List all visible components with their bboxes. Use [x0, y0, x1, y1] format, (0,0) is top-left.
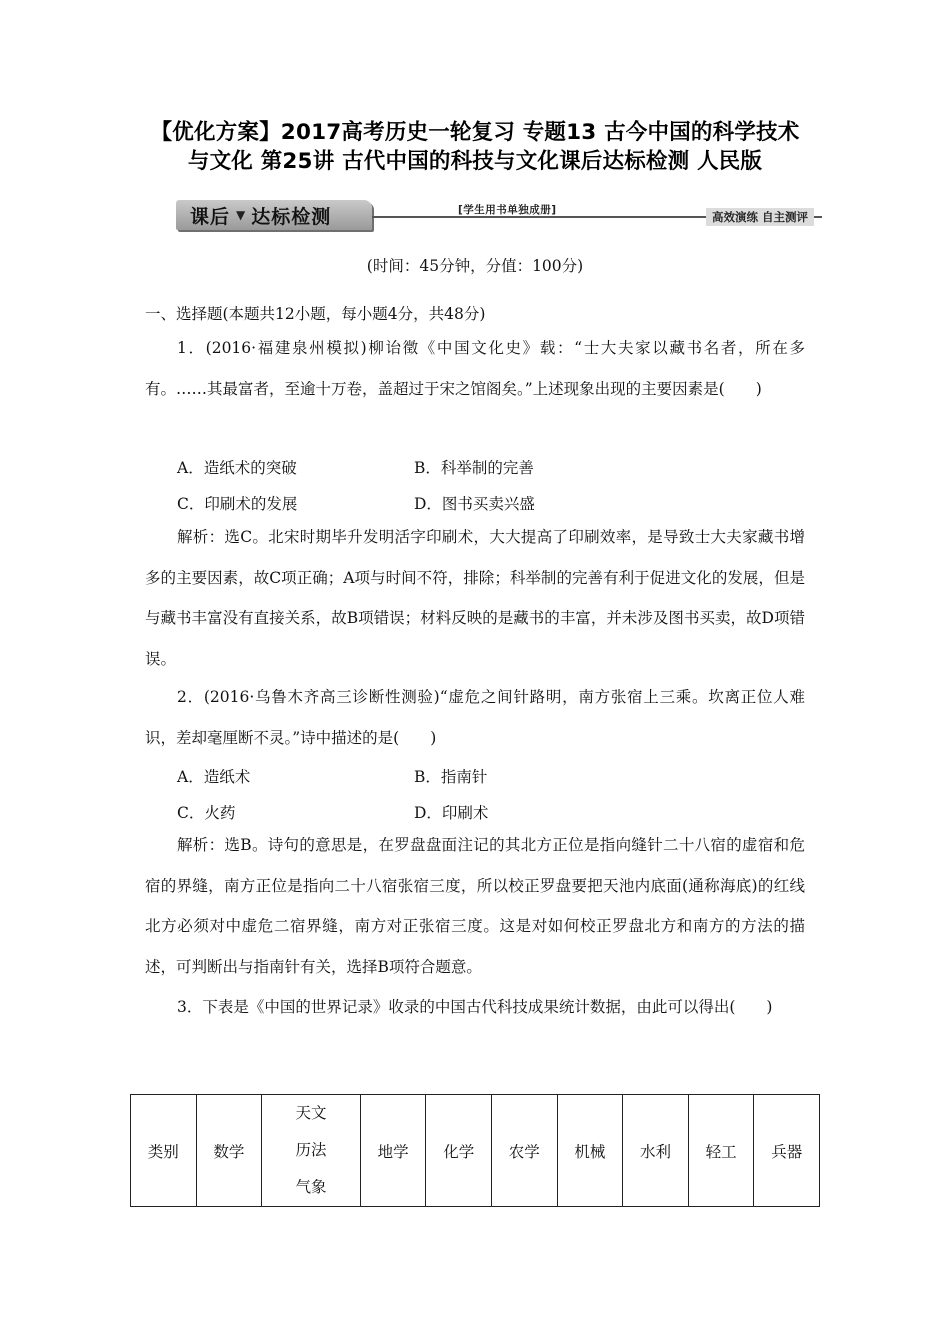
question-1-option-d: D．图书买卖兴盛 [414, 495, 535, 513]
question-2-option-c: C．火药 [177, 804, 236, 822]
question-3-stem: 3．下表是《中国的世界记录》收录的中国古代科技成果统计数据，由此可以得出( ) [177, 998, 773, 1016]
question-1-option-a: A．造纸术的突破 [177, 459, 297, 477]
table-cell: 水利 [623, 1095, 689, 1207]
data-table [130, 1094, 820, 1207]
table-cell: 农学 [492, 1095, 558, 1207]
table-cell: 兵器 [754, 1095, 820, 1207]
section-banner [176, 200, 822, 232]
table-cell: 地学 [360, 1095, 426, 1207]
section-heading: 一、选择题(本题共12小题，每小题4分，共48分) [145, 305, 486, 323]
question-2-analysis: 解析：选B。诗句的意思是，在罗盘盘面注记的其北方正位是指向缝针二十八宿的虚宿和危宿的界缝，南方正位是指向二十八宿张宿三度，所以校正罗盘要把天池内底面(通称海底)的红线北方必须对中虚危二宿界缝，南方对正张宿三度。这是对如何校正罗盘北方和南方的方法的描述，可判断出与指南针有关，选择B项符合题意。 [145, 836, 805, 976]
document-title [120, 118, 830, 176]
table-cell-line: 气象 [295, 1178, 327, 1196]
question-2-option-b: B．指南针 [414, 768, 488, 786]
title-line-2: 与文化 第25讲 古代中国的科技与文化课后达标检测 人民版 [187, 149, 763, 174]
question-2-stem: 2．(2016·乌鲁木齐高三诊断性测验)“虚危之间针路明，南方张宿上三乘。坎离正位人难识，差却毫厘断不灵。”诗中描述的是( ) [145, 688, 805, 747]
question-1-option-c: C．印刷术的发展 [177, 495, 298, 513]
question-2-option-a: A．造纸术 [177, 768, 251, 786]
table-cell [262, 1095, 361, 1207]
question-2-option-d: D．印刷术 [414, 804, 489, 822]
banner-left-label: 课后 [190, 205, 231, 228]
banner-title: 达标检测 [251, 205, 332, 228]
question-1-stem: 1．(2016·福建泉州模拟)柳诒徵《中国文化史》载：“士大夫家以藏书名者，所在多有。……其最富者，至逾十万卷，盖超过于宋之馆阁矣。”上述现象出现的主要因素是( ) [145, 339, 805, 398]
table-cell-line: 天文 [295, 1104, 327, 1122]
question-1-option-b: B．科举制的完善 [414, 459, 534, 477]
table-cell: 类别 [131, 1095, 197, 1207]
title-line-1: 【优化方案】2017高考历史一轮复习 专题13 古今中国的科学技术 [150, 120, 800, 145]
table-cell: 数学 [196, 1095, 262, 1207]
time-score: (时间：45分钟，分值：100分) [366, 257, 584, 275]
table-cell: 机械 [557, 1095, 623, 1207]
question-1-analysis: 解析：选C。北宋时期毕升发明活字印刷术，大大提高了印刷效率，是导致士大夫家藏书增多的主要因素，故C项正确；A项与时间不符，排除；科举制的完善有利于促进文化的发展，但是与藏书丰富没有直接关系，故B项错误；材料反映的是藏书的丰富，并未涉及图书买卖，故D项错误。 [145, 528, 805, 668]
banner-note: [学生用书单独成册] [458, 204, 557, 216]
triangle-down-icon: ▼ [236, 208, 246, 222]
banner-tag: 高效演练 自主测评 [706, 208, 814, 226]
banner-tab [176, 200, 372, 230]
table-cell: 化学 [426, 1095, 492, 1207]
table-cell-line: 历法 [295, 1141, 327, 1159]
table-cell: 轻工 [688, 1095, 754, 1207]
table-row [131, 1095, 820, 1207]
